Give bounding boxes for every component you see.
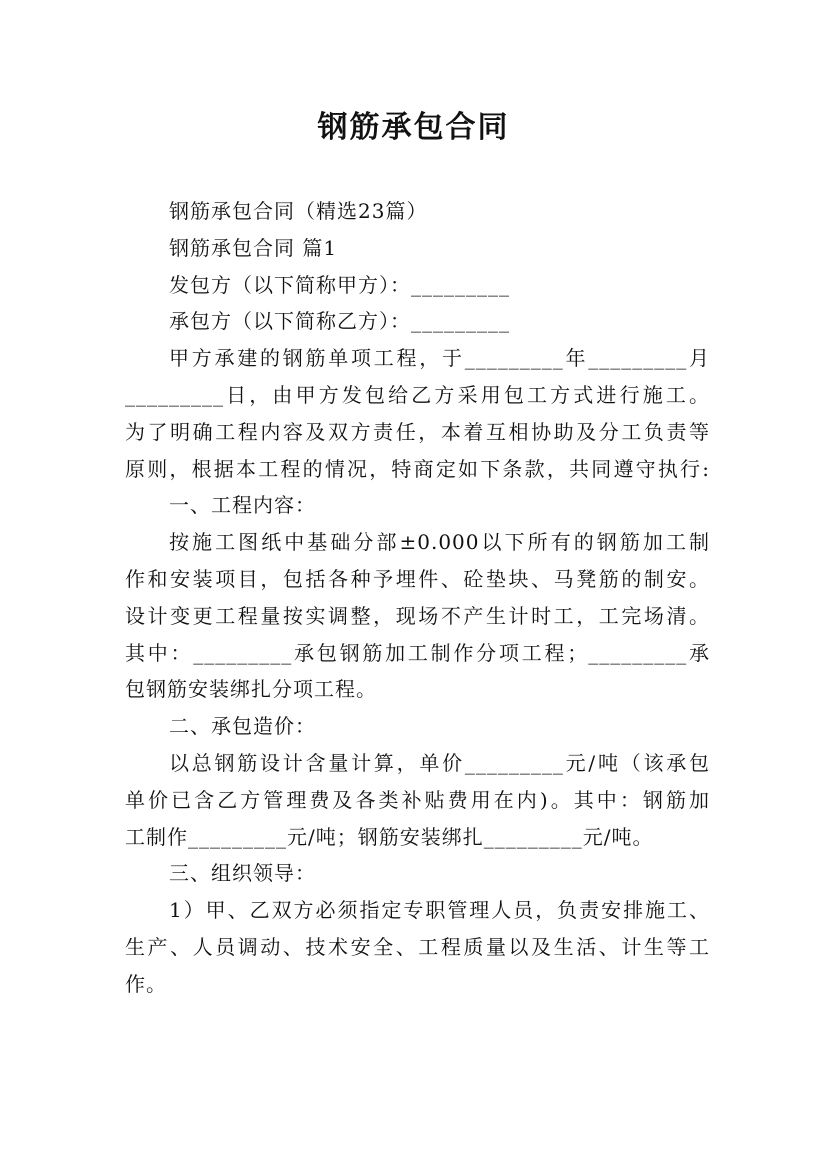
paragraph-line: 其中：_________承包钢筋加工制作分项工程；_________承 [125, 640, 710, 665]
paragraph-line: 工制作_________元/吨；钢筋安装绑扎_________元/吨。 [125, 824, 654, 849]
document-body [125, 193, 710, 1003]
paragraph-line: 包钢筋安装绑扎分项工程。 [125, 677, 377, 702]
paragraph-line: 按施工图纸中基础分部±0.000以下所有的钢筋加工制 [169, 530, 710, 555]
party-b-line: 承包方（以下简称乙方）：_________ [169, 309, 510, 334]
paragraph-line: 原则，根据本工程的情况，特商定如下条款，共同遵守执行: [125, 456, 710, 481]
subtitle-line: 钢筋承包合同（精选23篇） [169, 199, 428, 223]
party-a-line: 发包方（以下简称甲方）：_________ [169, 272, 510, 297]
paragraph-line: 生产、人员调动、技术安全、工程质量以及生活、计生等工 [125, 934, 710, 959]
section-heading-1: 一、工程内容： [169, 493, 316, 518]
section-heading-2: 二、承包造价： [169, 714, 316, 739]
article-heading: 钢筋承包合同 篇1 [169, 235, 338, 260]
paragraph-line: 作。 [125, 971, 167, 996]
paragraph-line: 以总钢筋设计含量计算，单价_________元/吨（该承包 [169, 750, 710, 775]
paragraph-line: 甲方承建的钢筋单项工程，于_________年_________月 [169, 346, 710, 371]
document-title: 钢筋承包合同 [317, 110, 510, 145]
paragraph-line: 1）甲、乙双方必须指定专职管理人员，负责安排施工、 [169, 898, 710, 923]
paragraph-line: 作和安装项目，包括各种予埋件、砼垫块、马凳筋的制安。 [125, 566, 710, 591]
paragraph-line: 单价已含乙方管理费及各类补贴费用在内)。其中：钢筋加 [125, 787, 710, 812]
paragraph-line: 为了明确工程内容及双方责任，本着互相协助及分工负责等 [125, 419, 710, 444]
section-heading-3: 三、组织领导： [169, 861, 316, 886]
paragraph-line: _________日，由甲方发包给乙方采用包工方式进行施工。 [125, 382, 710, 407]
paragraph-line: 设计变更工程量按实调整，现场不产生计时工，工完场清。 [125, 603, 710, 628]
